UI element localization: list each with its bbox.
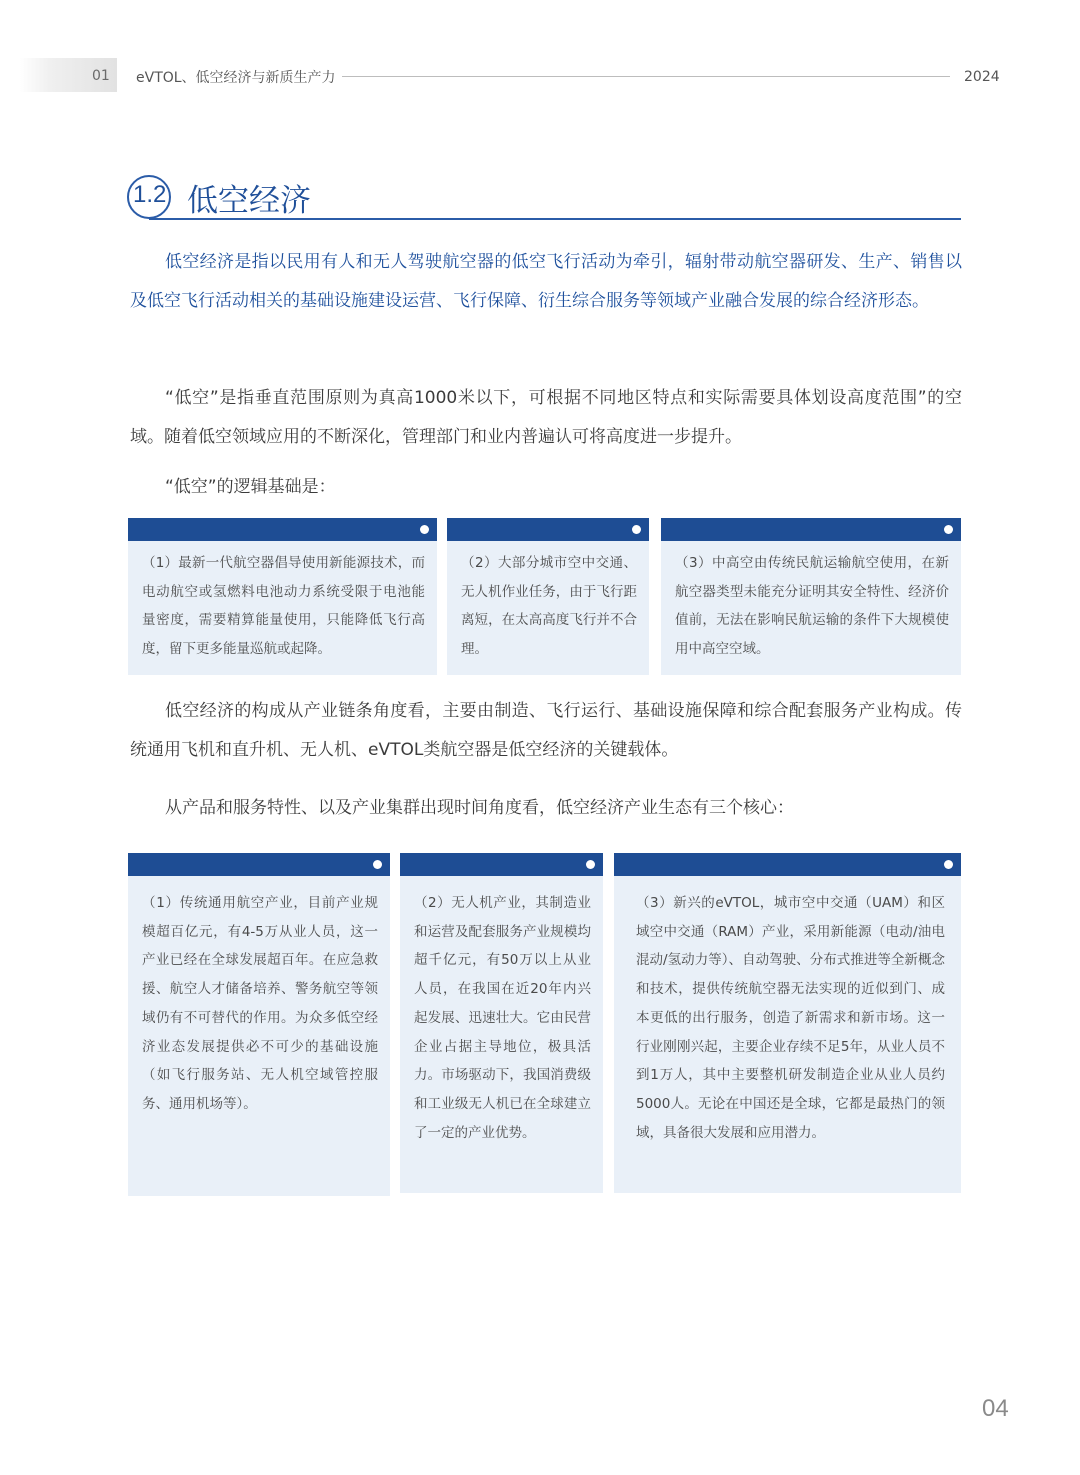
logic-card-1 xyxy=(128,518,437,675)
definition-paragraph: 低空经济是指以民用有人和无人驾驶航空器的低空飞行活动为牵引，辐射带动航空器研发、生产、销售以及低空飞行活动相关的基础设施建设运营、飞行保障、衍生综合服务等领域产业融合发展的综合经济形态。 xyxy=(130,252,962,311)
page-header xyxy=(0,58,1080,94)
card-text: （2）大部分城市空中交通、无人机作业任务，由于飞行距离短，在太高高度飞行并不合理。 xyxy=(461,555,637,658)
section-title: 低空经济 xyxy=(187,183,311,219)
core-card-3 xyxy=(614,853,961,1193)
core-card-1 xyxy=(128,853,390,1196)
card-text: （1）传统通用航空产业，目前产业规模超百亿元，有4-5万从业人员，这一产业已经在全球发展超百年。在应急救援、航空人才储备培养、警务航空等领域仍有不可替代的作用。为众多低空经济业态发展提供必不可少的基础设施（如飞行服务站、无人机空域管控服务、通用机场等）。 xyxy=(142,895,378,1112)
card-header-bar xyxy=(447,518,649,541)
card-text: （1）最新一代航空器倡导使用新能源技术，而电动航空或氢燃料电池动力系统受限于电池能量密度，需要精算能量使用，只能降低飞行高度，留下更多能量巡航或起降。 xyxy=(142,555,425,658)
card-header-bar xyxy=(400,853,603,876)
dot-icon xyxy=(420,525,429,534)
dot-icon xyxy=(632,525,641,534)
section-number: 1.2 xyxy=(133,181,167,208)
composition-paragraph: 低空经济的构成从产业链条角度看，主要由制造、飞行运行、基础设施保障和综合配套服务产业构成。传统通用飞机和直升机、无人机、eVTOL类航空器是低空经济的关键载体。 xyxy=(130,701,962,760)
card-text: （3）中高空由传统民航运输航空使用，在新航空器类型未能充分证明其安全特性、经济价值前，无法在影响民航运输的条件下大规模使用中高空空域。 xyxy=(675,555,949,658)
logic-card-3 xyxy=(661,518,961,675)
dot-icon xyxy=(944,860,953,869)
card-text: （3）新兴的eVTOL，城市空中交通（UAM）和区域空中交通（RAM）产业，采用新能源（电动/油电混动/氢动力等）、自动驾驶、分布式推进等全新概念和技术，提供传统航空器无法实现的近似到门、成本更低的出行服务，创造了新需求和新市场。这一行业刚刚兴起，主要企业存续不足5年，从业人员不到1万人，其中主要整机研发制造企业从业人员约5000人。无论在中国还是全球，它都是最热门的领域，具备很大发展和应用潜力。 xyxy=(636,895,945,1141)
card-header-bar xyxy=(614,853,961,876)
document-title: eVTOL、低空经济与新质生产力 xyxy=(136,70,336,86)
chapter-number: 01 xyxy=(92,68,110,84)
dot-icon xyxy=(373,860,382,869)
card-header-bar xyxy=(661,518,961,541)
core-card-2 xyxy=(400,853,603,1193)
page-number: 04 xyxy=(982,1395,1009,1422)
header-year: 2024 xyxy=(964,69,1000,85)
dot-icon xyxy=(944,525,953,534)
section-heading xyxy=(127,172,961,222)
logic-intro: “低空”的逻辑基础是： xyxy=(165,477,336,497)
card-header-bar xyxy=(128,518,437,541)
logic-card-2 xyxy=(447,518,649,675)
dot-icon xyxy=(586,860,595,869)
card-header-bar xyxy=(128,853,390,876)
low-altitude-paragraph: “低空”是指垂直范围原则为真高1000米以下，可根据不同地区特点和实际需要具体划设高度范围”的空域。随着低空领域应用的不断深化，管理部门和业内普遍认可将高度进一步提升。 xyxy=(130,388,962,447)
card-text: （2）无人机产业，其制造业和运营及配套服务产业规模均超千亿元，有50万以上从业人员，在我国在近20年内兴起发展、迅速壮大。它由民营企业占据主导地位，极具活力。市场驱动下，我国消费级和工业级无人机已在全球建立了一定的产业优势。 xyxy=(414,895,591,1141)
core-intro: 从产品和服务特性、以及产业集群出现时间角度看，低空经济产业生态有三个核心： xyxy=(165,798,794,818)
header-divider xyxy=(342,76,950,77)
